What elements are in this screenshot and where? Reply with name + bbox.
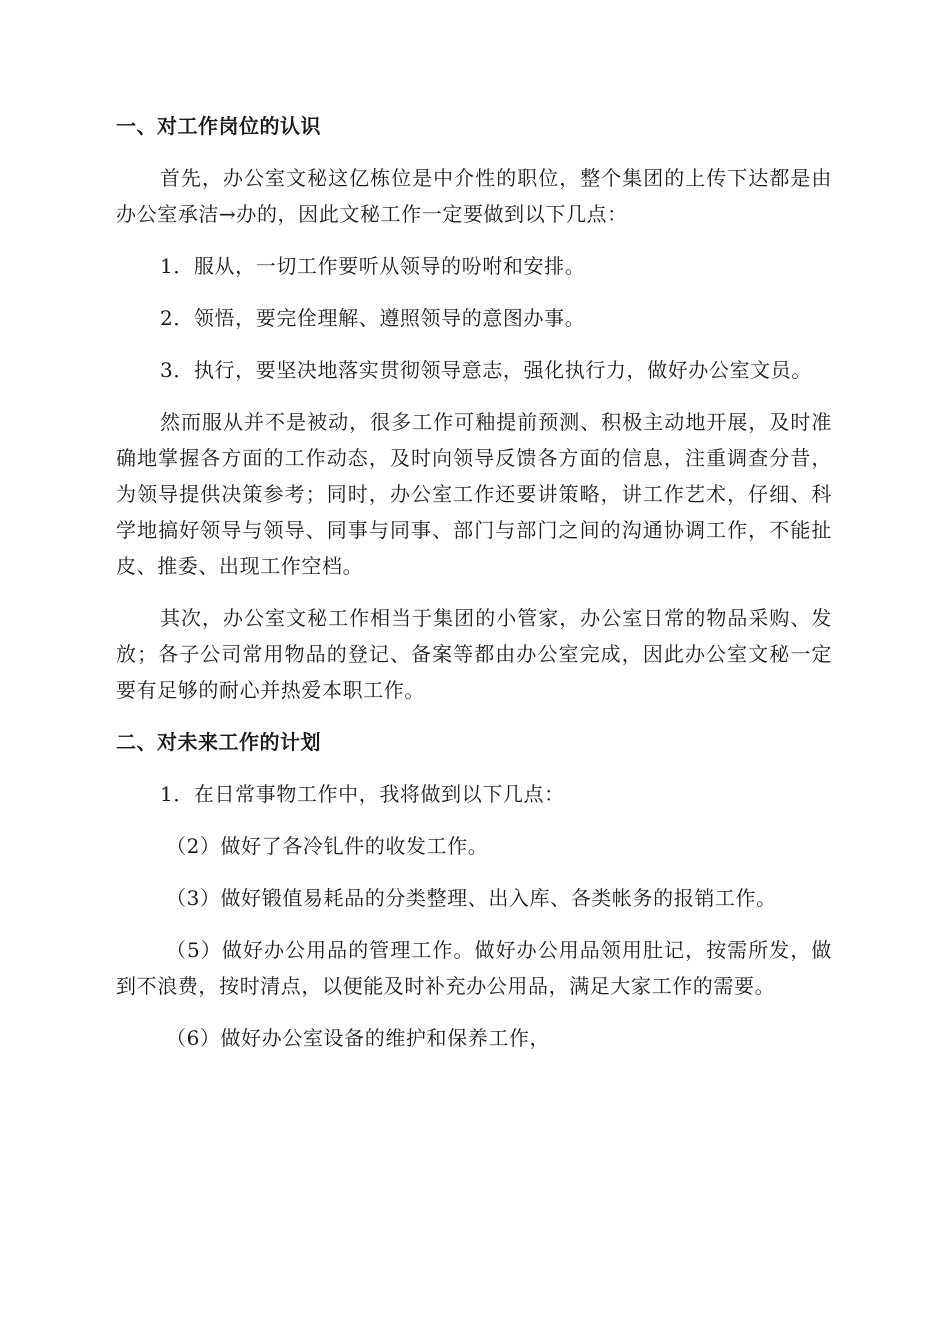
paragraph-point-2: 2．领悟，要完佺理解、遵照领导的意图办事。 [160, 306, 586, 330]
section-heading-2: 二、对未来工作的计划 [116, 730, 321, 754]
document-page [116, 108, 832, 1072]
paragraph-point-1: 1．服从，一切工作要听从领导的吩咐和安排。 [160, 254, 586, 278]
section-heading-1: 一、对工作岗位的认识 [116, 114, 321, 138]
paragraph-however: 然而服从并不是被动，很多工作可釉提前预测、积极主动地开展，及时准确地掌握各方面的工作动态，及时向领导反馈各方面的信息，注重调查分昔，为领导提供决策参考；同时，办公室工作还要讲策略，讲工作艺术，仔细、科学地搞好领导与领导、同事与同事、部门与部门之间的沟通协调工作，不能扯皮、推委、出现工作空档。 [116, 410, 832, 578]
paragraph-plan-item-5: （5）做好办公用品的管理工作。做好办公用品领用肚记，按需所发，做到不浪费，按时清点，以便能及时补充办公用品，满足大家工作的需要。 [116, 938, 832, 998]
paragraph-plan-item-3: （3）做好锻值易耗品的分类整理、出入库、各类帐务的报销工作。 [166, 886, 777, 910]
paragraph-intro: 首先，办公室文秘这亿栋位是中介性的职位，整个集团的上传下达都是由办公室承洁→办的，因此文秘工作一定要做到以下几点： [116, 166, 832, 226]
paragraph-plan-item-2: （2）做好了各冷钆件的收发工作。 [166, 834, 489, 858]
paragraph-plan-1: 1．在日常事物工作中，我将做到以下几点： [160, 782, 565, 806]
paragraph-point-3: 3．执行，要坚决地落实贯彻领导意志，强化执行力，做好办公室文员。 [160, 358, 812, 382]
paragraph-plan-item-6: （6）做好办公室设备的维护和保养工作， [166, 1026, 551, 1050]
paragraph-secondly: 其次，办公室文秘工作相当于集团的小管家，办公室日常的物品采购、发放；各子公司常用物品的登记、备案等都由办公室完成，因此办公室文秘一定要有足够的耐心并热爱本职工作。 [116, 606, 832, 702]
